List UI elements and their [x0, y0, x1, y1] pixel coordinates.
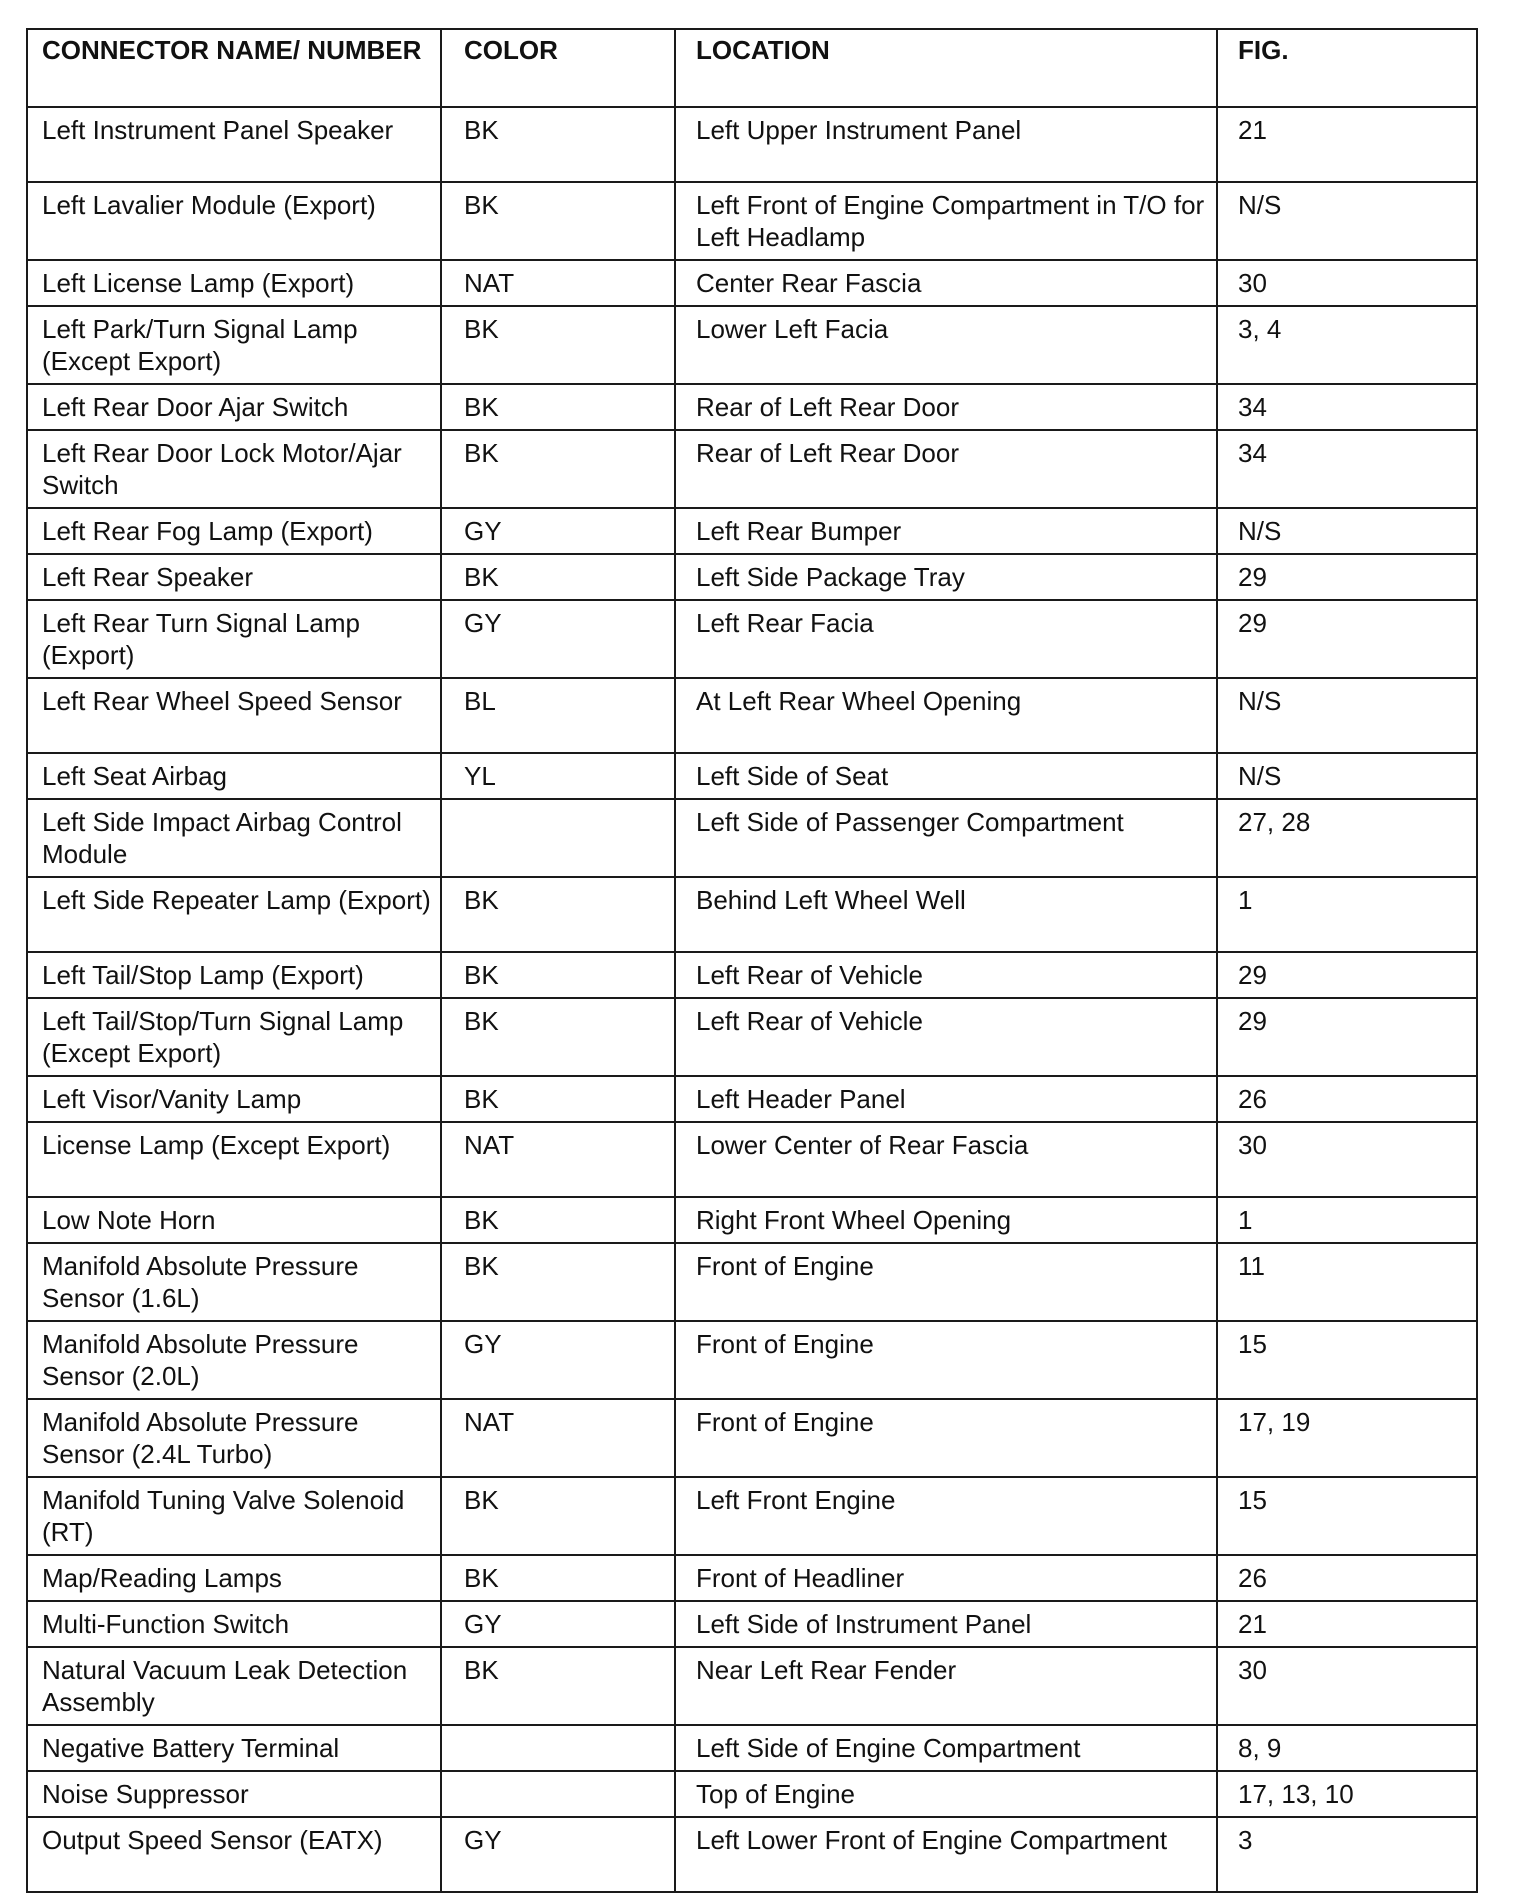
header-fig: FIG.	[1217, 29, 1477, 107]
location-cell: Left Side of Engine Compartment	[675, 1725, 1217, 1771]
fig-cell: 1	[1217, 1197, 1477, 1243]
location-cell: Near Left Rear Fender	[675, 1647, 1217, 1725]
connector-table	[26, 28, 1478, 1893]
table-row	[27, 1725, 1477, 1771]
location-cell: Front of Engine	[675, 1399, 1217, 1477]
fig-cell: 21	[1217, 1601, 1477, 1647]
connector-name-cell: Output Speed Sensor (EATX)	[27, 1817, 441, 1892]
table-row	[27, 1122, 1477, 1197]
location-cell: Left Front of Engine Compartment in T/O for Left Headlamp	[675, 182, 1217, 260]
fig-cell: 29	[1217, 998, 1477, 1076]
table-row	[27, 182, 1477, 260]
location-cell: Lower Left Facia	[675, 306, 1217, 384]
location-cell: Left Rear of Vehicle	[675, 952, 1217, 998]
color-cell: YL	[441, 753, 675, 799]
color-cell: BK	[441, 1243, 675, 1321]
connector-name-cell: Left Park/Turn Signal Lamp (Except Export)	[27, 306, 441, 384]
table-row	[27, 1243, 1477, 1321]
table-row	[27, 1647, 1477, 1725]
location-cell: Rear of Left Rear Door	[675, 430, 1217, 508]
fig-cell: N/S	[1217, 753, 1477, 799]
connector-name-cell: Natural Vacuum Leak Detection Assembly	[27, 1647, 441, 1725]
connector-name-cell: Low Note Horn	[27, 1197, 441, 1243]
connector-name-cell: Multi-Function Switch	[27, 1601, 441, 1647]
connector-name-cell: Left Side Repeater Lamp (Export)	[27, 877, 441, 952]
table-row	[27, 678, 1477, 753]
location-cell: Left Side of Seat	[675, 753, 1217, 799]
connector-name-cell: Noise Suppressor	[27, 1771, 441, 1817]
fig-cell: N/S	[1217, 508, 1477, 554]
connector-name-cell: Left Rear Speaker	[27, 554, 441, 600]
connector-name-cell: Left Rear Door Lock Motor/Ajar Switch	[27, 430, 441, 508]
location-cell: Left Rear Facia	[675, 600, 1217, 678]
connector-name-cell: Left Seat Airbag	[27, 753, 441, 799]
location-cell: Left Rear of Vehicle	[675, 998, 1217, 1076]
table-row	[27, 430, 1477, 508]
color-cell: NAT	[441, 1399, 675, 1477]
location-cell: Lower Center of Rear Fascia	[675, 1122, 1217, 1197]
color-cell: BL	[441, 678, 675, 753]
color-cell: BK	[441, 1477, 675, 1555]
table-row	[27, 799, 1477, 877]
color-cell: NAT	[441, 1122, 675, 1197]
header-row	[27, 29, 1477, 107]
location-cell: Left Side Package Tray	[675, 554, 1217, 600]
location-cell: Left Side of Passenger Compartment	[675, 799, 1217, 877]
table-row	[27, 1076, 1477, 1122]
connector-name-cell: Left Rear Turn Signal Lamp (Export)	[27, 600, 441, 678]
connector-name-cell: Left Tail/Stop Lamp (Export)	[27, 952, 441, 998]
location-cell: Left Front Engine	[675, 1477, 1217, 1555]
color-cell: GY	[441, 1601, 675, 1647]
location-cell: Front of Engine	[675, 1243, 1217, 1321]
color-cell: BK	[441, 998, 675, 1076]
fig-cell: 34	[1217, 430, 1477, 508]
connector-name-cell: Left License Lamp (Export)	[27, 260, 441, 306]
connector-name-cell: Manifold Absolute Pressure Sensor (2.4L Turbo)	[27, 1399, 441, 1477]
header-color: COLOR	[441, 29, 675, 107]
color-cell: BK	[441, 430, 675, 508]
fig-cell: 3, 4	[1217, 306, 1477, 384]
location-cell: Front of Headliner	[675, 1555, 1217, 1601]
location-cell: Top of Engine	[675, 1771, 1217, 1817]
color-cell: BK	[441, 1076, 675, 1122]
table-row	[27, 877, 1477, 952]
fig-cell: 30	[1217, 1647, 1477, 1725]
table-row	[27, 1477, 1477, 1555]
fig-cell: 26	[1217, 1555, 1477, 1601]
connector-name-cell: Left Instrument Panel Speaker	[27, 107, 441, 182]
connector-name-cell: Manifold Absolute Pressure Sensor (2.0L)	[27, 1321, 441, 1399]
color-cell: NAT	[441, 260, 675, 306]
connector-name-cell: Manifold Tuning Valve Solenoid (RT)	[27, 1477, 441, 1555]
table-row	[27, 1771, 1477, 1817]
connector-name-cell: Left Rear Fog Lamp (Export)	[27, 508, 441, 554]
table-row	[27, 306, 1477, 384]
location-cell: Center Rear Fascia	[675, 260, 1217, 306]
connector-name-cell: Left Lavalier Module (Export)	[27, 182, 441, 260]
location-cell: Front of Engine	[675, 1321, 1217, 1399]
color-cell: BK	[441, 877, 675, 952]
color-cell: BK	[441, 107, 675, 182]
fig-cell: 15	[1217, 1477, 1477, 1555]
table-row	[27, 600, 1477, 678]
color-cell: GY	[441, 508, 675, 554]
color-cell	[441, 799, 675, 877]
color-cell: GY	[441, 1817, 675, 1892]
header-location: LOCATION	[675, 29, 1217, 107]
fig-cell: N/S	[1217, 678, 1477, 753]
connector-name-cell: Manifold Absolute Pressure Sensor (1.6L)	[27, 1243, 441, 1321]
table-row	[27, 554, 1477, 600]
connector-name-cell: Negative Battery Terminal	[27, 1725, 441, 1771]
table-row	[27, 1197, 1477, 1243]
location-cell: Left Upper Instrument Panel	[675, 107, 1217, 182]
color-cell: GY	[441, 600, 675, 678]
color-cell: BK	[441, 1197, 675, 1243]
table-row	[27, 260, 1477, 306]
table-row	[27, 1817, 1477, 1892]
location-cell: Rear of Left Rear Door	[675, 384, 1217, 430]
fig-cell: 3	[1217, 1817, 1477, 1892]
fig-cell: 34	[1217, 384, 1477, 430]
fig-cell: 29	[1217, 554, 1477, 600]
location-cell: Right Front Wheel Opening	[675, 1197, 1217, 1243]
fig-cell: 1	[1217, 877, 1477, 952]
location-cell: Left Side of Instrument Panel	[675, 1601, 1217, 1647]
connector-name-cell: Left Visor/Vanity Lamp	[27, 1076, 441, 1122]
fig-cell: 29	[1217, 600, 1477, 678]
color-cell: BK	[441, 306, 675, 384]
fig-cell: 27, 28	[1217, 799, 1477, 877]
table-row	[27, 384, 1477, 430]
color-cell: BK	[441, 1647, 675, 1725]
fig-cell: 8, 9	[1217, 1725, 1477, 1771]
fig-cell: 30	[1217, 260, 1477, 306]
color-cell: BK	[441, 384, 675, 430]
location-cell: Behind Left Wheel Well	[675, 877, 1217, 952]
location-cell: At Left Rear Wheel Opening	[675, 678, 1217, 753]
connector-name-cell: Left Side Impact Airbag Control Module	[27, 799, 441, 877]
color-cell: BK	[441, 952, 675, 998]
color-cell: BK	[441, 554, 675, 600]
table-row	[27, 1321, 1477, 1399]
table-row	[27, 107, 1477, 182]
table-row	[27, 508, 1477, 554]
connector-name-cell: Map/Reading Lamps	[27, 1555, 441, 1601]
connector-name-cell: Left Tail/Stop/Turn Signal Lamp (Except Export)	[27, 998, 441, 1076]
color-cell: BK	[441, 1555, 675, 1601]
color-cell: BK	[441, 182, 675, 260]
fig-cell: 17, 13, 10	[1217, 1771, 1477, 1817]
table-row	[27, 952, 1477, 998]
location-cell: Left Header Panel	[675, 1076, 1217, 1122]
table-row	[27, 998, 1477, 1076]
header-connector-name: CONNECTOR NAME/ NUMBER	[27, 29, 441, 107]
color-cell: GY	[441, 1321, 675, 1399]
fig-cell: 15	[1217, 1321, 1477, 1399]
connector-name-cell: Left Rear Door Ajar Switch	[27, 384, 441, 430]
fig-cell: 17, 19	[1217, 1399, 1477, 1477]
connector-name-cell: Left Rear Wheel Speed Sensor	[27, 678, 441, 753]
table-row	[27, 1555, 1477, 1601]
location-cell: Left Lower Front of Engine Compartment	[675, 1817, 1217, 1892]
fig-cell: 21	[1217, 107, 1477, 182]
table-row	[27, 1601, 1477, 1647]
location-cell: Left Rear Bumper	[675, 508, 1217, 554]
color-cell	[441, 1771, 675, 1817]
fig-cell: 29	[1217, 952, 1477, 998]
fig-cell: N/S	[1217, 182, 1477, 260]
fig-cell: 26	[1217, 1076, 1477, 1122]
table-row	[27, 753, 1477, 799]
fig-cell: 11	[1217, 1243, 1477, 1321]
connector-name-cell: License Lamp (Except Export)	[27, 1122, 441, 1197]
fig-cell: 30	[1217, 1122, 1477, 1197]
color-cell	[441, 1725, 675, 1771]
table-row	[27, 1399, 1477, 1477]
